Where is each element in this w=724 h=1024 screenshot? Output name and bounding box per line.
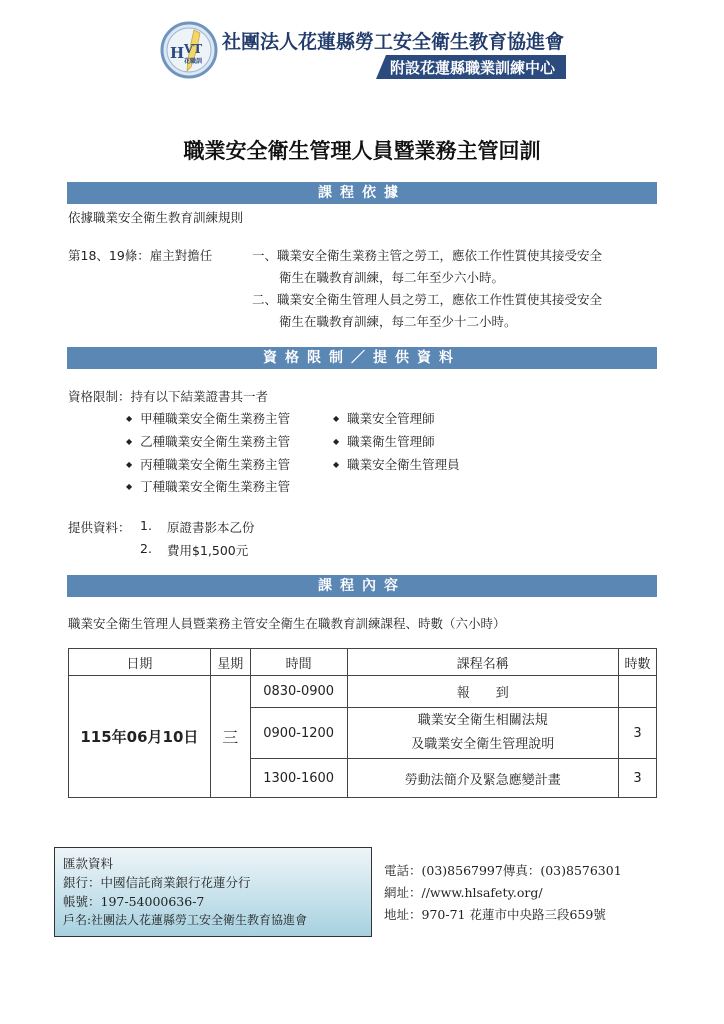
content-description: 職業安全衛生管理人員暨業務主管安全衛生在職教育訓練課程、時數（六小時） <box>68 616 506 631</box>
provide-item-2-num: 2. <box>140 541 152 556</box>
course-line: 職業安全衛生相關法規 <box>417 713 548 728</box>
logo-subtext: 花職訓 <box>184 58 203 65</box>
course-cell: 報 到 <box>347 676 618 708</box>
contact-address: 地址：970-71 花蓮市中央路三段659號 <box>384 907 606 922</box>
provide-item-2-text: 費用$1,500元 <box>167 543 249 558</box>
qualification-item: ◆ 職業安全管理師 <box>333 409 435 427</box>
qualification-item: ◆ 甲種職業安全衛生業務主管 <box>126 409 290 427</box>
remit-account: 帳號：197-54000636-7 <box>63 894 205 909</box>
remit-title: 匯款資料 <box>63 856 114 871</box>
org-subtitle: 附設花蓮縣職業訓練中心 <box>390 59 556 77</box>
section-header-content: 課程內容 <box>67 575 657 597</box>
schedule-table <box>68 648 657 798</box>
section-header-basis: 課程依據 <box>67 182 657 204</box>
table-header-row <box>69 649 657 676</box>
header-date: 日期 <box>69 649 211 676</box>
page-title: 職業安全衛生管理人員暨業務主管回訓 <box>183 139 541 163</box>
org-subtitle-banner <box>376 55 566 79</box>
qualification-item: ◆ 職業衛生管理師 <box>333 432 435 450</box>
remit-bank: 銀行：中國信託商業銀行花蓮分行 <box>63 875 251 890</box>
time-cell: 0900-1200 <box>250 708 347 759</box>
header-course: 課程名稱 <box>347 649 618 676</box>
header-time: 時間 <box>250 649 347 676</box>
basis-item-2-line1: 二、職業安全衛生管理人員之勞工，應依工作性質使其接受安全 <box>252 292 603 307</box>
basis-item-1-line2: 衛生在職教育訓練，每二年至少六小時。 <box>279 270 505 285</box>
qualification-label: 資格限制：持有以下結業證書其一者 <box>68 389 269 404</box>
hours-cell: 3 <box>619 759 657 798</box>
remittance-info-box <box>54 847 372 937</box>
time-cell: 0830-0900 <box>250 676 347 708</box>
provide-label: 提供資料： <box>68 520 131 535</box>
section-header-qualification: 資格限制／提供資料 <box>67 347 657 369</box>
date-cell: 115年06月10日 <box>69 676 211 798</box>
hours-cell <box>619 676 657 708</box>
basis-article-label: 第18、19條：雇主對擔任 <box>68 248 213 263</box>
provide-item-1-num: 1. <box>140 518 152 533</box>
header-hours: 時數 <box>619 649 657 676</box>
hours-cell: 3 <box>619 708 657 759</box>
svg-text:H: H <box>170 44 185 62</box>
qualification-item: ◆ 職業安全衛生管理員 <box>333 455 460 473</box>
time-cell: 1300-1600 <box>250 759 347 798</box>
table-row <box>69 676 657 708</box>
course-cell: 勞動法簡介及緊急應變計畫 <box>347 759 618 798</box>
weekday-cell: 三 <box>210 676 250 798</box>
basis-intro: 依據職業安全衛生教育訓練規則 <box>68 210 244 225</box>
provide-item-1-text: 原證書影本乙份 <box>167 520 255 535</box>
qualification-item: ◆ 丙種職業安全衛生業務主管 <box>126 455 290 473</box>
basis-item-2-line2: 衛生在職教育訓練，每二年至少十二小時。 <box>279 314 517 329</box>
contact-phone: 電話：(03)8567997傳真：(03)8576301 <box>384 863 622 878</box>
contact-info <box>384 860 622 926</box>
org-logo <box>160 21 218 79</box>
course-cell <box>347 708 618 759</box>
org-name: 社團法人花蓮縣勞工安全衛生教育協進會 <box>222 31 565 53</box>
basis-item-1-line1: 一、職業安全衛生業務主管之勞工，應依工作性質使其接受安全 <box>252 248 603 263</box>
qualification-item: ◆ 丁種職業安全衛生業務主管 <box>126 477 290 495</box>
header-weekday: 星期 <box>210 649 250 676</box>
remit-holder: 戶名:社團法人花蓮縣勞工安全衛生教育協進會 <box>63 913 308 927</box>
contact-website[interactable]: 網址：//www.hlsafety.org/ <box>384 885 543 900</box>
svg-text:VT: VT <box>184 42 203 56</box>
course-line: 及職業安全衛生管理說明 <box>411 737 555 752</box>
qualification-item: ◆ 乙種職業安全衛生業務主管 <box>126 432 290 450</box>
